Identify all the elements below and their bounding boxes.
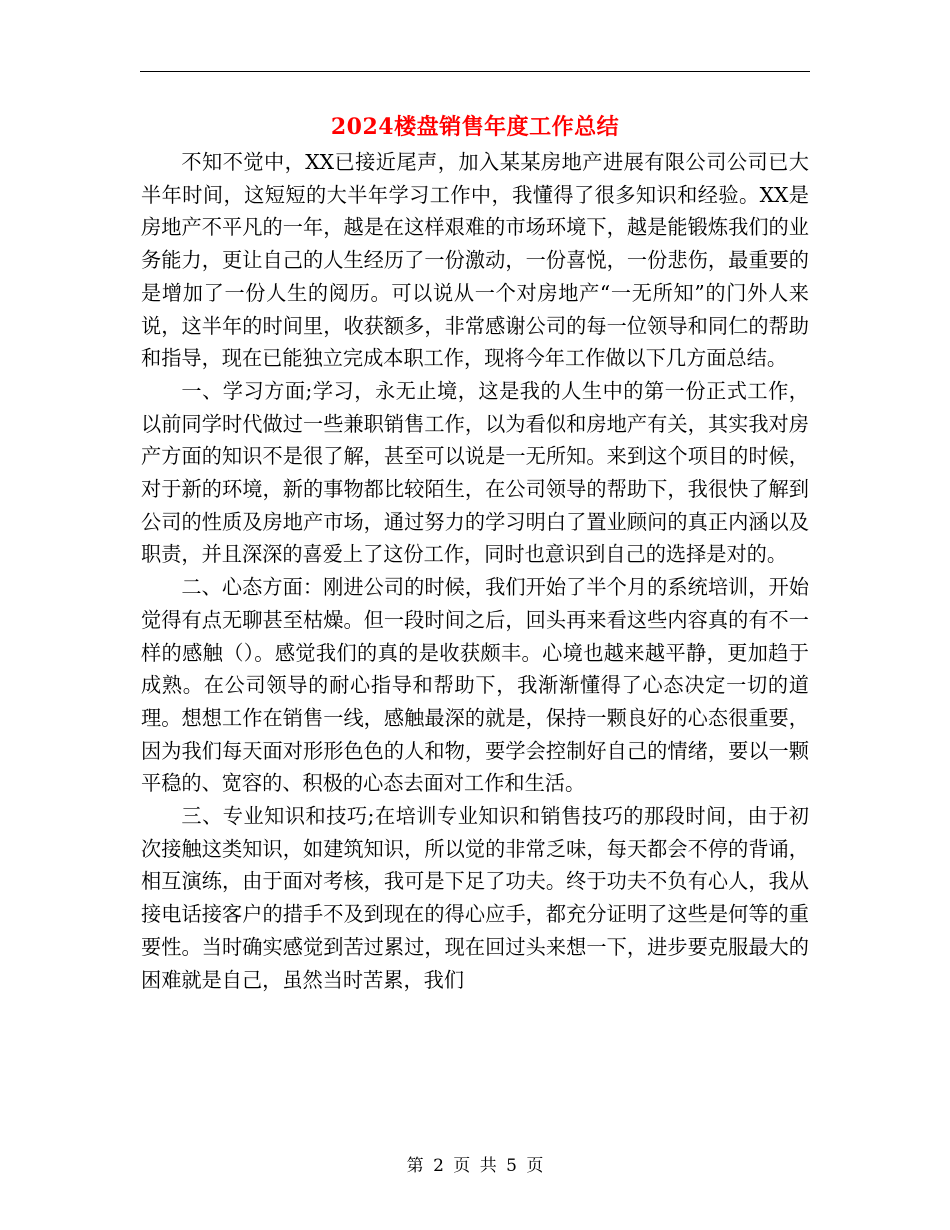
header-rule (140, 71, 810, 72)
paragraph-learning: 一、学习方面;学习，永无止境，这是我的人生中的第一份正式工作，以前同学时代做过一些兼职销售工作，以为看似和房地产有关，其实我对房产方面的知识不是很了解，甚至可以说是一无所知。来到这个项目的时候，对于新的环境，新的事物都比较陌生，在公司领导的帮助下，我很快了解到公司的性质及房地产市场，通过努力的学习明白了置业顾问的真正内涵以及职责，并且深深的喜爱上了这份工作，同时也意识到自己的选择是对的。 (141, 378, 809, 567)
document-body (141, 146, 809, 996)
paragraph-intro: 不知不觉中，XX已接近尾声，加入某某房地产进展有限公司公司已大半年时间，这短短的大半年学习工作中，我懂得了很多知识和经验。XX是房地产不平凡的一年，越是在这样艰难的市场环境下，越是能锻炼我们的业务能力，更让自己的人生经历了一份激动，一份喜悦，一份悲伤，最重要的是增加了一份人生的阅历。可以说从一个对房地产“一无所知”的门外人来说，这半年的时间里，收获额多，非常感谢公司的每一位领导和同仁的帮助和指导，现在已能独立完成本职工作，现将今年工作做以下几方面总结。 (141, 150, 809, 371)
paragraph-skills: 三、专业知识和技巧;在培训专业知识和销售技巧的那段时间，由于初次接触这类知识，如建筑知识，所以觉的非常乏味，每天都会不停的背诵，相互演练，由于面对考核，我可是下足了功夫。终于功夫不负有心人，我从接电话接客户的措手不及到现在的得心应手，都充分证明了这些是何等的重要性。当时确实感觉到苦过累过，现在回过头来想一下，进步要克服最大的困难就是自己，虽然当时苦累，我们 (141, 804, 809, 992)
page-number: 第 2 页 共 5 页 (406, 1156, 544, 1176)
document-title: 2024楼盘销售年度工作总结 (330, 114, 620, 140)
paragraph-mindset: 二、心态方面：刚进公司的时候，我们开始了半个月的系统培训，开始觉得有点无聊甚至枯燥。但一段时间之后，回头再来看这些内容真的有不一样的感触（）。感觉我们的真的是收获颇丰。心境也越来越平静，更加趋于成熟。在公司领导的耐心指导和帮助下，我渐渐懂得了心态决定一切的道理。想想工作在销售一线，感触最深的就是，保持一颗良好的心态很重要，因为我们每天面对形形色色的人和物，要学会控制好自己的情绪，要以一颗平稳的、宽容的、积极的心态去面对工作和生活。 (141, 575, 809, 796)
